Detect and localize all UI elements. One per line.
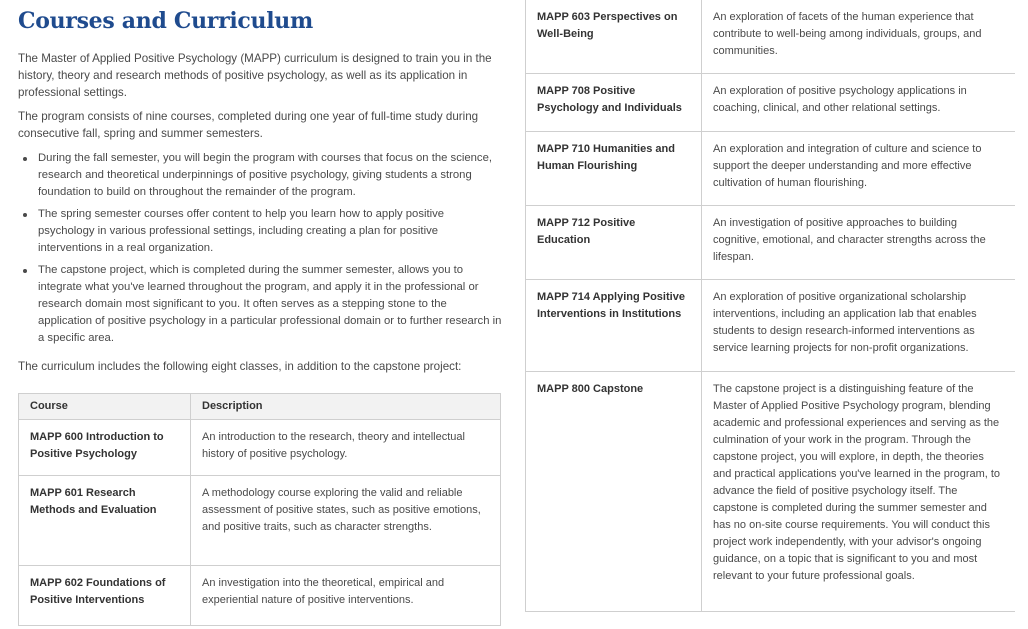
table-row bbox=[526, 74, 1016, 132]
course-name: MAPP 600 Introduction to Positive Psychology bbox=[19, 420, 191, 476]
list-item-fall: During the fall semester, you will begin the program with courses that focus on the science, research and theoretical underpinnings of positive psychology, giving students a strong foundation to build on throughout the remainder of the program. bbox=[18, 150, 503, 201]
table-row bbox=[526, 0, 1016, 74]
course-name: MAPP 712 Positive Education bbox=[526, 206, 702, 280]
course-description: A methodology course exploring the valid and reliable assessment of positive states, such as positive emotions, and positive traits, such as character strengths. bbox=[191, 476, 501, 566]
curriculum-table bbox=[18, 393, 501, 626]
page-title: Courses and Curriculum bbox=[18, 8, 313, 34]
intro-paragraph: The Master of Applied Positive Psychology (MAPP) curriculum is designed to train you in the history, theory and research methods of positive psychology, as well as its application in professional settings. bbox=[18, 52, 492, 99]
semester-list bbox=[18, 150, 503, 352]
course-name: MAPP 708 Positive Psychology and Individuals bbox=[526, 74, 702, 132]
table-row bbox=[526, 132, 1016, 206]
course-name: MAPP 603 Perspectives on Well-Being bbox=[526, 0, 702, 74]
course-description: An exploration of positive psychology applications in coaching, clinical, and other relational settings. bbox=[702, 74, 1016, 132]
curriculum-table-continued bbox=[525, 0, 1015, 612]
course-name: MAPP 710 Humanities and Human Flourishing bbox=[526, 132, 702, 206]
table-row bbox=[19, 566, 501, 626]
course-description: An exploration of positive organizational scholarship interventions, including an application lab that enables students to design research-informed interventions as service learning projects for non-profit organizations. bbox=[702, 280, 1016, 372]
course-description: An introduction to the research, theory and intellectual history of positive psychology. bbox=[191, 420, 501, 476]
table-header-row bbox=[19, 394, 501, 420]
course-description: An exploration of facets of the human experience that contribute to well-being among individuals, groups, and communities. bbox=[702, 0, 1016, 74]
course-name: MAPP 800 Capstone bbox=[526, 372, 702, 612]
list-item-spring: The spring semester courses offer content to help you learn how to apply positive psychology in various professional settings, including creating a plan for positive interventions in a real organization. bbox=[18, 206, 503, 257]
table-row bbox=[19, 476, 501, 566]
course-description: An investigation of positive approaches to building cognitive, emotional, and character strengths across the lifespan. bbox=[702, 206, 1016, 280]
program-structure-paragraph: The program consists of nine courses, completed during one year of full-time study during consecutive fall, spring and summer semesters. bbox=[18, 110, 479, 140]
left-page bbox=[0, 0, 510, 629]
table-row bbox=[526, 206, 1016, 280]
table-row bbox=[526, 372, 1016, 612]
classes-intro: The curriculum includes the following eight classes, in addition to the capstone project: bbox=[18, 360, 462, 373]
right-page bbox=[525, 0, 1015, 629]
course-description: An investigation into the theoretical, empirical and experiential nature of positive interventions. bbox=[191, 566, 501, 626]
description-column-header: Description bbox=[191, 394, 501, 420]
course-description: An exploration and integration of culture and science to support the deeper understanding and more effective cultivation of human flourishing. bbox=[702, 132, 1016, 206]
table-row bbox=[526, 280, 1016, 372]
course-name: MAPP 601 Research Methods and Evaluation bbox=[19, 476, 191, 566]
list-item-capstone: The capstone project, which is completed during the summer semester, allows you to integrate what you've learned throughout the program, and apply it in the professional or research domain most significant to you. It often serves as a stepping stone to the application of positive psychology in a particular professional domain or to further research in a specific area. bbox=[18, 262, 503, 347]
course-column-header: Course bbox=[19, 394, 191, 420]
course-name: MAPP 714 Applying Positive Interventions in Institutions bbox=[526, 280, 702, 372]
course-name: MAPP 602 Foundations of Positive Interventions bbox=[19, 566, 191, 626]
table-row bbox=[19, 420, 501, 476]
course-description: The capstone project is a distinguishing feature of the Master of Applied Positive Psychology program, blending academic and professional experiences and serving as the culmination of your work in the program. Through the capstone project, you will explore, in depth, the theories and practical applications you've learned in the program, to advance the field of positive psychology itself. The capstone is completed during the summer semester and has no on-site course requirements. You will conduct this project work independently, with your advisor's ongoing guidance, on a topic that is significant to you and most relevant to your future professional goals. bbox=[702, 372, 1016, 612]
